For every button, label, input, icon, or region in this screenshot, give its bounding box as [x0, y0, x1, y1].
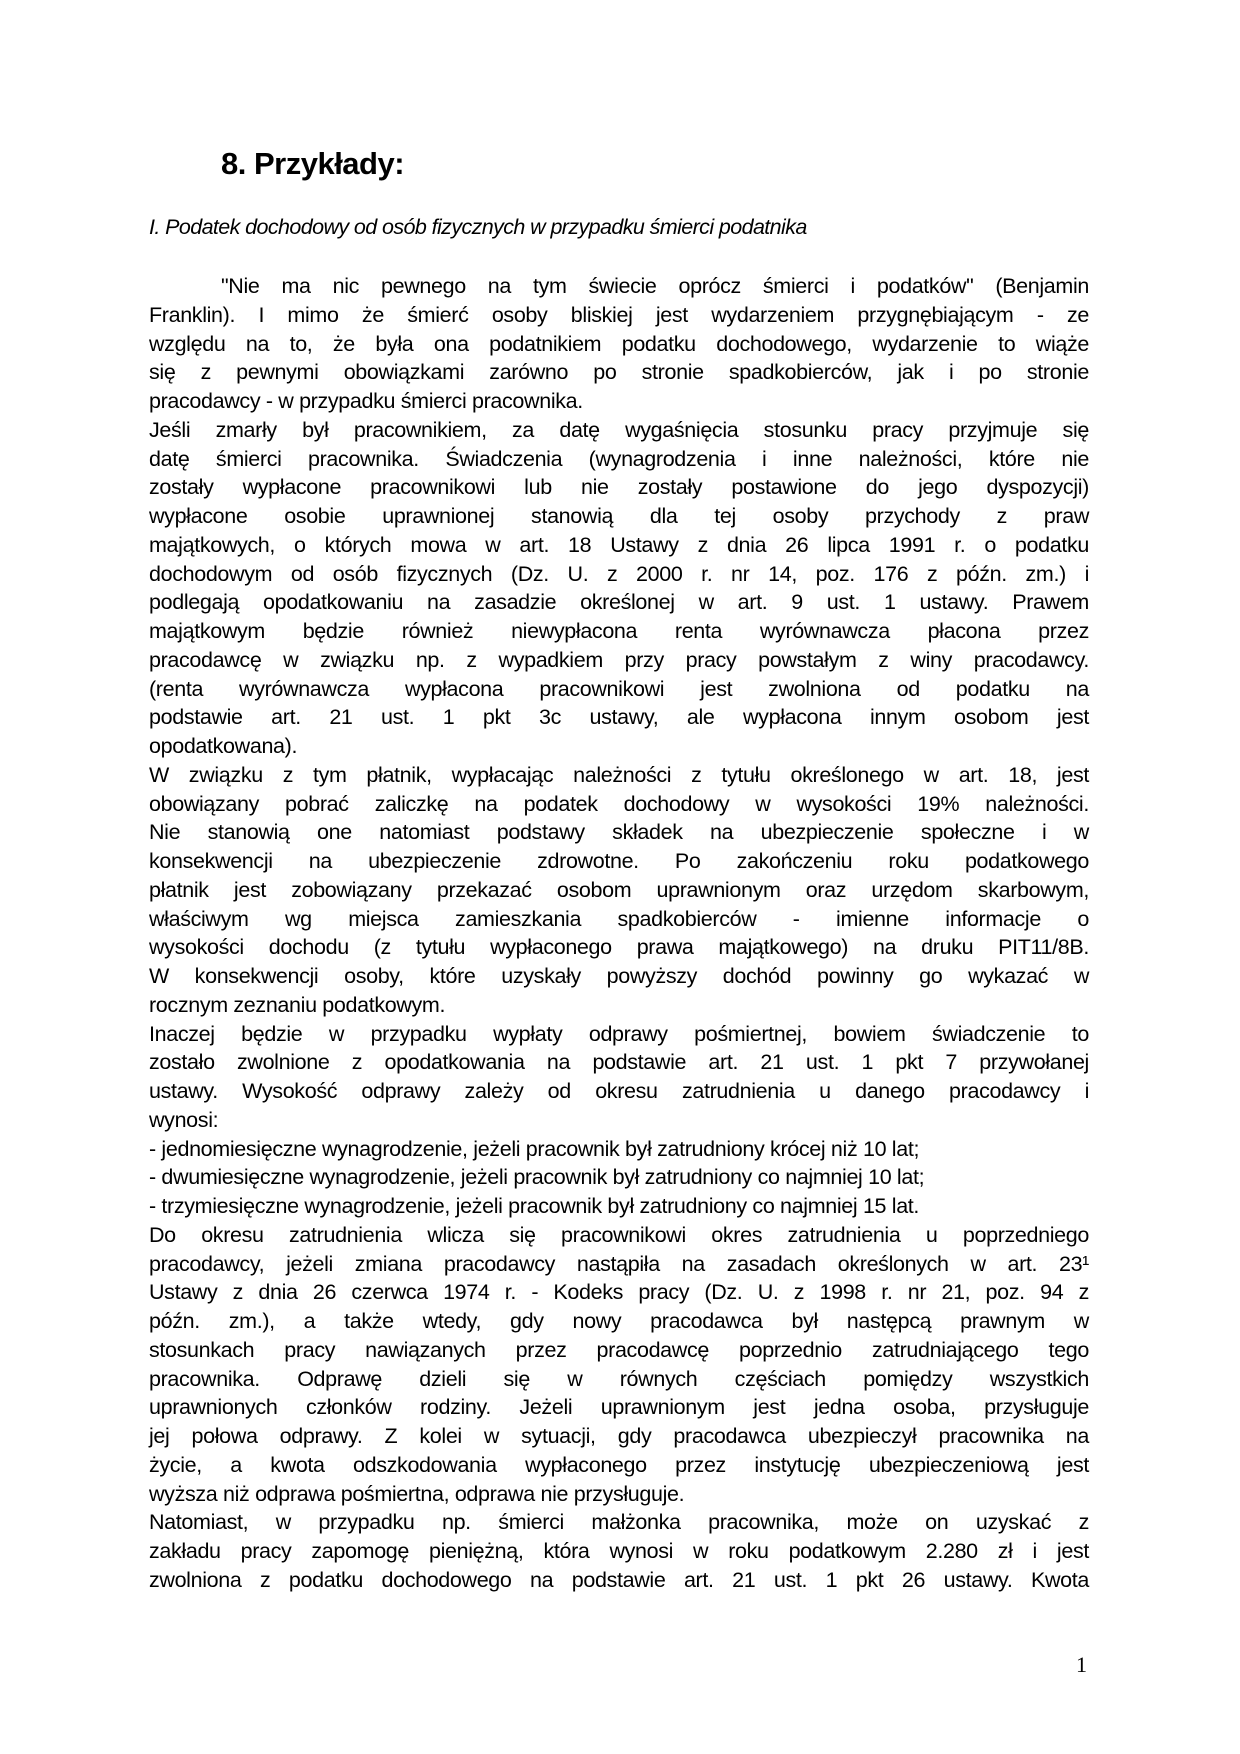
- text-line: wynosi:: [149, 1107, 219, 1132]
- section-heading: 8. Przykłady:: [221, 146, 405, 181]
- text-line: zostało zwolnione z opodatkowania na podstawie art. 21 ust. 1 pkt 7 przywołanej: [149, 1050, 1089, 1075]
- list-item: - trzymiesięczne wynagrodzenie, jeżeli pracownik był zatrudniony co najmniej 15 lat.: [149, 1194, 920, 1218]
- text-line: obowiązany pobrać zaliczkę na podatek dochodowy w wysokości 19% należności.: [149, 791, 1089, 816]
- text-line: wyższa niż odprawa pośmiertna, odprawa nie przysługuje.: [149, 1481, 685, 1506]
- text-line: Inaczej będzie w przypadku wypłaty odprawy pośmiertnej, bowiem świadczenie to: [149, 1021, 1089, 1046]
- text-line: Franklin). I mimo że śmierć osoby bliskiej jest wydarzeniem przygnębiającym - ze: [149, 302, 1089, 327]
- paragraph: [149, 1221, 1089, 1509]
- text-line: życie, a kwota odszkodowania wypłaconego przez instytucję ubezpieczeniową jest: [149, 1452, 1089, 1477]
- text-line: zakładu pracy zapomogę pieniężną, która wynosi w roku podatkowym 2.280 zł i jest: [149, 1539, 1089, 1563]
- text-line: wysokości dochodu (z tytułu wypłaconego prawa majątkowego) na druku PIT11/8B.: [149, 935, 1089, 960]
- paragraph: [149, 761, 1089, 1020]
- text-line: zostały wypłacone pracownikowi lub nie zostały postawione do jego dyspozycji): [149, 475, 1089, 500]
- text-line: właściwym wg miejsca zamieszkania spadkobierców - imienne informacje o: [149, 906, 1089, 931]
- text-line: opodatkowana).: [149, 734, 298, 758]
- text-line: uprawnionych członków rodziny. Jeżeli uprawnionym jest jedna osoba, przysługuje: [149, 1395, 1089, 1420]
- section-subtitle: I. Podatek dochodowy od osób fizycznych w przypadku śmierci podatnika: [149, 215, 807, 239]
- text-line: majątkowych, o których mowa w art. 18 Ustawy z dnia 26 lipca 1991 r. o podatku: [149, 532, 1089, 557]
- text-line: się z pewnymi obowiązkami zarówno po stronie spadkobierców, jak i po stronie: [149, 360, 1089, 385]
- text-line: Natomiast, w przypadku np. śmierci małżonka pracownika, może on uzyskać z: [149, 1510, 1089, 1535]
- text-line: Nie stanowią one natomiast podstawy składek na ubezpieczenie społeczne i w: [149, 820, 1089, 845]
- paragraph: [149, 1508, 1089, 1594]
- text-line: W związku z tym płatnik, wypłacając należności z tytułu określonego w art. 18, jest: [149, 762, 1089, 787]
- text-line: jej połowa odprawy. Z kolei w sytuacji, gdy pracodawca ubezpieczył pracownika na: [149, 1424, 1089, 1448]
- text-line: datę śmierci pracownika. Świadczenia (wynagrodzenia i inne należności, które nie: [149, 446, 1089, 471]
- text-line: majątkowym będzie również niewypłacona renta wyrównawcza płacona przez: [149, 619, 1089, 643]
- text-line: dochodowym od osób fizycznych (Dz. U. z 2000 r. nr 14, poz. 176 z późn. zm.) i: [149, 561, 1089, 586]
- text-line: płatnik jest zobowiązany przekazać osobom uprawnionym oraz urzędom skarbowym,: [149, 877, 1089, 902]
- text-line: rocznym zeznaniu podatkowym.: [149, 992, 446, 1017]
- text-line: pracodawcy - w przypadku śmierci pracownika.: [149, 389, 583, 413]
- text-line: względu na to, że była ona podatnikiem podatku dochodowego, wydarzenie to wiąże: [149, 331, 1089, 356]
- text-line: Do okresu zatrudnienia wlicza się pracownikowi okres zatrudnienia u poprzedniego: [149, 1222, 1089, 1247]
- list-item: - dwumiesięczne wynagrodzenie, jeżeli pracownik był zatrudniony co najmniej 10 lat;: [149, 1165, 925, 1190]
- text-line: "Nie ma nic pewnego na tym świecie oprócz śmierci i podatków" (Benjamin: [221, 274, 1089, 298]
- text-line: (renta wyrównawcza wypłacona pracownikowi jest zwolniona od podatku na: [149, 676, 1089, 701]
- text-line: pracownika. Odprawę dzieli się w równych częściach pomiędzy wszystkich: [149, 1366, 1089, 1391]
- list-item: - jednomiesięczne wynagrodzenie, jeżeli pracownik był zatrudniony krócej niż 10 lat;: [149, 1136, 920, 1161]
- text-line: wypłacone osobie uprawnionej stanowią dla tej osoby przychody z praw: [149, 504, 1089, 528]
- text-line: ustawy. Wysokość odprawy zależy od okresu zatrudnienia u danego pracodawcy i: [149, 1079, 1089, 1103]
- text-line: późn. zm.), a także wtedy, gdy nowy pracodawca był następcą prawnym w: [149, 1309, 1089, 1333]
- text-line: zwolniona z podatku dochodowego na podstawie art. 21 ust. 1 pkt 26 ustawy. Kwota: [149, 1567, 1089, 1592]
- paragraph: [149, 416, 1089, 761]
- text-line: Jeśli zmarły był pracownikiem, za datę wygaśnięcia stosunku pracy przyjmuje się: [149, 417, 1089, 442]
- text-line: stosunkach pracy nawiązanych przez pracodawcę poprzednio zatrudniającego tego: [149, 1337, 1089, 1362]
- text-line: Ustawy z dnia 26 czerwca 1974 r. - Kodeks pracy (Dz. U. z 1998 r. nr 21, poz. 94 z: [149, 1280, 1089, 1305]
- text-line: pracodawcę w związku np. z wypadkiem przy pracy powstałym z winy pracodawcy.: [149, 647, 1089, 672]
- page-number: 1: [1076, 1652, 1087, 1677]
- bullet-list: [149, 1135, 1089, 1221]
- text-line: pracodawcy, jeżeli zmiana pracodawcy nastąpiła na zasadach określonych w art. 23¹: [149, 1251, 1089, 1276]
- paragraph: [149, 272, 1089, 416]
- text-line: W konsekwencji osoby, które uzyskały powyższy dochód powinny go wykazać w: [149, 964, 1089, 988]
- body-text: [149, 272, 1089, 1595]
- text-line: podlegają opodatkowaniu na zasadzie określonej w art. 9 ust. 1 ustawy. Prawem: [149, 590, 1089, 615]
- paragraph: [149, 1020, 1089, 1135]
- text-line: konsekwencji na ubezpieczenie zdrowotne. Po zakończeniu roku podatkowego: [149, 849, 1089, 873]
- text-line: podstawie art. 21 ust. 1 pkt 3c ustawy, ale wypłacona innym osobom jest: [149, 705, 1089, 730]
